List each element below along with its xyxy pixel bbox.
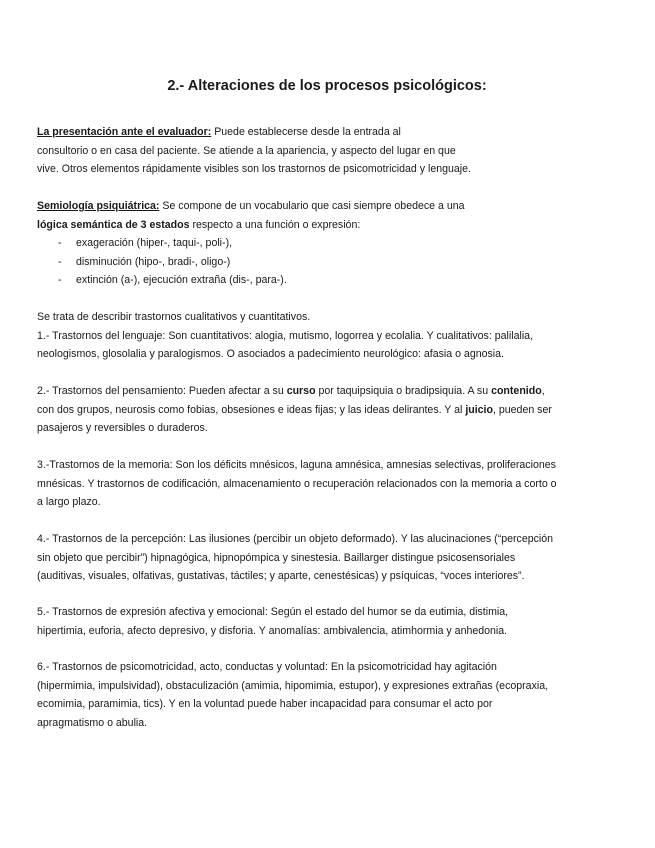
- semiology-list: [37, 234, 622, 290]
- psychomotor-paragraph: [37, 658, 622, 732]
- language-line-2: neologismos, glosolalia y paralogismos. O asociados a padecimiento neurológico: afasia o agnosia.: [37, 348, 504, 361]
- semiology-bold-phrase: lógica semántica de 3 estados: [37, 218, 190, 231]
- intro-line: Se trata de describir trastornos cualitativos y cuantitativos.: [37, 311, 311, 323]
- thought-text: 2.- Trastornos del pensamiento: Pueden afectar a su: [37, 385, 287, 397]
- memory-line-1: 3.-Trastornos de la memoria: Son los déficits mnésicos, laguna amnésica, amnesias selectivas, proliferaciones: [37, 459, 556, 471]
- semiology-text-2: respecto a una función o expresión:: [189, 218, 361, 231]
- affective-line-2: hipertimia, euforia, afecto depresivo, y disforia. Y anomalías: ambivalencia, atimhormia y anhedonia.: [37, 624, 508, 637]
- perception-line-2: sin objeto que percibir”) hipnagógica, hipnopómpica y sinestesia. Baillarger distingue psicosensoriales: [37, 551, 516, 564]
- intro-and-language-paragraph: [37, 308, 622, 364]
- thought-text: , pueden ser: [492, 403, 552, 416]
- presentation-text: Puede establecerse desde la entrada al: [211, 126, 401, 138]
- psychomotor-line-2: (hipermimia, impulsividad), obstaculización (amimia, hipomimia, estupor), y expresiones extrañas (ecopraxia,: [37, 679, 549, 692]
- affective-line-1: 5.- Trastornos de expresión afectiva y emocional: Según el estado del humor se da eutimia, distimia,: [37, 606, 509, 618]
- language-line-1: 1.- Trastornos del lenguaje: Son cuantitativos: alogia, mutismo, logorrea y ecolalia. Y cualitativos: palilalia,: [37, 329, 534, 342]
- perception-line-3: (auditivas, visuales, olfativas, gustativas, táctiles; y aparte, cenestésicas) y psíquicas, “voces interiores”.: [37, 570, 525, 583]
- thought-line-1: [37, 382, 622, 401]
- thought-line-2: [37, 401, 622, 420]
- presentation-paragraph: [37, 123, 622, 179]
- thought-text: por taquipsiquia o bradipsiquia. A su: [315, 385, 492, 397]
- psychomotor-line-3: ecomimia, paramimia, tics). Y en la voluntad puede haber incapacidad para consumar el acto por: [37, 698, 493, 711]
- thought-text: ,: [541, 385, 545, 397]
- semiology-line-2: [37, 216, 622, 235]
- affective-paragraph: [37, 603, 622, 640]
- semiology-line-1: [37, 197, 622, 216]
- presentation-line-2: consultorio o en casa del paciente. Se atiende a la apariencia, y aspecto del lugar en que: [37, 144, 456, 157]
- memory-line-3: a largo plazo.: [37, 496, 101, 509]
- semiology-lead: Semiología psiquiátrica:: [37, 200, 160, 212]
- list-item: - exageración (hiper-, taqui-, poli-),: [37, 234, 622, 253]
- semiology-paragraph: [37, 197, 622, 290]
- perception-paragraph: [37, 530, 622, 586]
- thought-text: con dos grupos, neurosis como fobias, obsesiones e ideas fijas; y las ideas delirantes. Y al: [37, 403, 466, 416]
- presentation-lead: La presentación ante el evaluador:: [37, 126, 212, 138]
- list-item: - disminución (hipo-, bradi-, oligo-): [37, 253, 622, 272]
- list-item: - extinción (a-), ejecución extraña (dis-, para-).: [37, 271, 622, 290]
- presentation-line-3: vive. Otros elementos rápidamente visibles son los trastornos de psicomotricidad y lenguaje.: [37, 163, 471, 176]
- thought-bold-juicio: juicio: [465, 403, 493, 416]
- presentation-line-1: [37, 123, 622, 142]
- perception-line-1: 4.- Trastornos de la percepción: Las ilusiones (percibir un objeto deformado). Y las alucinaciones (“percepción: [37, 533, 554, 545]
- semiology-text: Se compone de un vocabulario que casi siempre obedece a una: [159, 200, 465, 212]
- memory-paragraph: [37, 456, 622, 512]
- memory-line-2: mnésicas. Y trastornos de codificación, almacenamiento o recuperación relacionados con la memoria a corto o: [37, 477, 557, 490]
- psychomotor-line-1: 6.- Trastornos de psicomotricidad, acto, conductas y voluntad: En la psicomotricidad hay agitación: [37, 661, 497, 673]
- thought-line-3: pasajeros y reversibles o duraderos.: [37, 422, 208, 435]
- psychomotor-line-4: apragmatismo o abulia.: [37, 716, 148, 729]
- thought-bold-curso: curso: [286, 385, 316, 397]
- thought-bold-contenido: contenido: [491, 385, 542, 397]
- page-title: 2.- Alteraciones de los procesos psicológicos:: [167, 78, 487, 94]
- thought-paragraph: [37, 382, 622, 438]
